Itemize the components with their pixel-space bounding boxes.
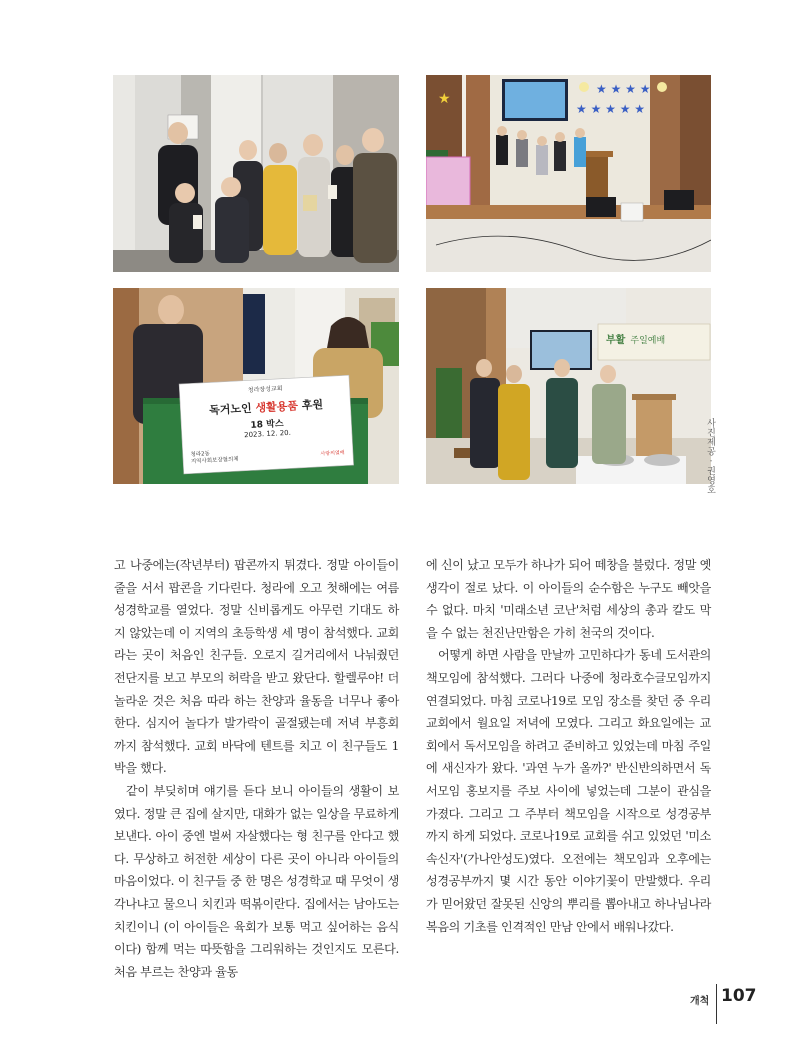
svg-text:★: ★ [438, 91, 451, 107]
sign-title: 독거노인 생활용품 후원 [208, 398, 324, 417]
paragraph: 같이 부딪히며 얘기를 듣다 보니 아이들의 생활이 보였다. 정말 큰 집에 살지만, 대화가 없는 일상을 무료하게 보낸다. 아이 중엔 벌써 자살했다는 형 친구를 안다고 했다. 무상하고 허전한 세상이 다른 곳이 아니라 아이들의 마음이었다. 이 친구들 중 한 명은 성경학교 때 무엇이 생각나냐고 물으니 치킨과 떡볶이란다. 집에서는 남아도는 치킨이니 (이 아이들은 육회가 보통 먹고 싶어하는 음식이다) 함께 먹는 따뜻함을 그리워하는 것인지도 모른다. 처음 부르는 찬양과 율동 [114, 783, 399, 979]
section-label: 개척 [690, 996, 710, 1007]
page-number: 107 [721, 986, 757, 1006]
photo-group-corridor [113, 75, 399, 272]
sign-org: 청라2동 지역사회보장협의체 [190, 451, 239, 466]
sign-church: 청라장성교회 [247, 385, 283, 394]
paragraph: 에 신이 났고 모두가 하나가 되어 떼창을 불렀다. 정말 옛 생각이 절로 났다. 이 아이들의 순수함은 누구도 빼앗을 수 없다. 마치 '미래소년 코난'처럼 세상의 총과 칼도 막을 수 없는 천진난만함은 가히 천국의 것이다. [426, 558, 711, 640]
easter-banner: 부활 주일예배 [606, 335, 666, 346]
photo-donation [113, 288, 399, 484]
body-column-left [114, 554, 399, 983]
donation-sign [181, 376, 353, 473]
paragraph: 어떻게 하면 사람을 만날까 고민하다가 동네 도서관의 책모임에 참석했다. 그러다 나중에 청라호수글모임까지 연결되었다. 마침 코로나19로 모임 장소를 찾던 중 우리 교회에서 월요일 저녁에 모였다. 그리고 화요일에는 교회에서 독서모임을 하려고 준비하고 있었는데 마침 주일에 새신자가 왔다. '과연 누가 올까?' 반신반의하면서 독서모임 홍보지를 주보 사이에 넣었는데 그분이 관심을 가졌다. 그리고 그 주부터 책모임을 시작으로 성경공부까지 하게 되었다. 코로나19로 교회를 쉬고 있었던 '미소속신자'(가나안성도)였다. 오전에는 책모임과 오후에는 성경공부까지 몇 시간 동안 이야기꽃이 만발했다. 우리가 믿어왔던 잘못된 신앙의 뿌리를 뽑아내고 하나님나라 복음의 기초를 인격적인 만남 안에서 배워나갔다. [426, 648, 711, 934]
svg-text:★ ★ ★ ★ ★: ★ ★ ★ ★ ★ [576, 102, 646, 116]
sign-date: 2023. 12. 20. [243, 428, 292, 440]
paragraph: 고 나중에는(작년부터) 팝콘까지 튀겼다. 정말 아이들이 줄을 서서 팝콘을 기다린다. 청라에 오고 첫해에는 여름성경학교를 열었다. 정말 신비롭게도 아무런 기대도 하지 않았는데 이 지역의 초등학생 세 명이 참석했다. 교회라는 곳이 처음인 친구들. 오로지 길거리에서 나눠줬던 전단지를 보고 부모의 허락을 받고 왔단다. 할렐루야! 더 놀라운 것은 처음 따라 하는 찬양과 율동을 너무나 좋아한다. 심지어 놀다가 발가락이 골절됐는데 저녁 부흥회까지 참석했다. 교회 바닥에 텐트를 치고 이 친구들도 1박을 했다. [114, 558, 399, 776]
body-column-right [426, 554, 711, 938]
sign-quantity: 18 박스 [250, 419, 284, 431]
photo-credit: 사진제공 · 권영호 [705, 418, 715, 495]
photo-easter-service [426, 288, 711, 484]
photo-children-stage [426, 75, 711, 272]
sign-stamp: 사랑의열매 [320, 449, 345, 458]
svg-text:★ ★ ★ ★: ★ ★ ★ ★ [596, 82, 651, 96]
footer-divider [716, 984, 717, 1024]
